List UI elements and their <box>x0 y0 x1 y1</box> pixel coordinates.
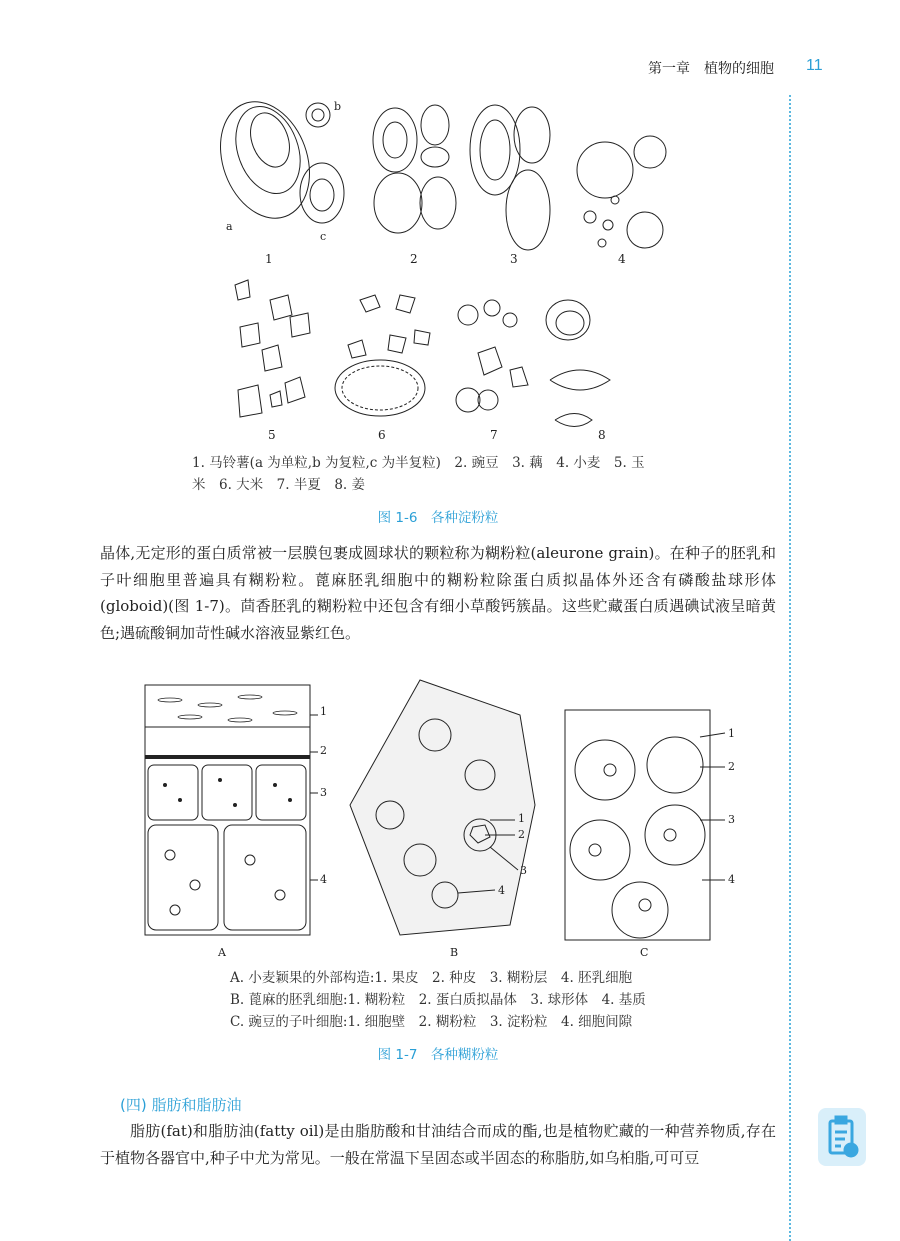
lotus-grains <box>470 105 550 250</box>
panel-label-4: 4 <box>618 252 626 266</box>
callout-b-1: 1 <box>518 812 525 825</box>
panel-label-5: 5 <box>268 428 276 442</box>
sub-label-b: b <box>334 100 342 113</box>
callout-c-4: 4 <box>728 873 735 886</box>
figure-1-6-caption <box>192 452 645 496</box>
panel-b-castor <box>350 680 535 935</box>
sub-label-c: c <box>320 230 327 243</box>
section-heading: (四) 脂肪和脂肪油 <box>120 1096 242 1114</box>
paragraph-text: 晶体,无定形的蛋白质常被一层膜包裹成圆球状的颗粒称为糊粉粒(aleurone grain)。在种子的胚乳和子叶细胞里普遍具有糊粉粒。蓖麻胚乳细胞中的糊粉粒除蛋白质拟晶体外还含有磷酸盐球形体(globoid)(图 1-7)。茴香胚乳的糊粉粒中还包含有细小草酸钙簇晶。这些贮藏蛋白质遇碘试液呈暗黄色;遇硫酸铜加苛性碱水溶液显紫红色。 <box>100 544 776 642</box>
callout-c-1: 1 <box>728 727 735 740</box>
paragraph-text: 脂肪(fat)和脂肪油(fatty oil)是由脂肪酸和甘油结合而成的酯,也是植物贮藏的一种营养物质,存在于植物各器官中,种子中尤为常见。一般在常温下呈固态或半固态的称脂肪,如乌桕脂,可可豆 <box>100 1122 776 1167</box>
rice-grains <box>335 295 430 416</box>
callout-b-2: 2 <box>518 828 525 841</box>
caption-line: A. 小麦颖果的外部构造:1. 果皮 2. 种皮 3. 糊粉层 4. 胚乳细胞 <box>230 970 633 986</box>
panel-label-8: 8 <box>598 428 606 442</box>
caption-line: 米 6. 大米 7. 半夏 8. 姜 <box>192 477 366 493</box>
figure-1-7-illustration <box>140 675 760 950</box>
body-paragraph-2 <box>100 1118 776 1171</box>
pea-grains <box>373 105 456 233</box>
panel-letter-b: B <box>450 946 459 959</box>
body-paragraph-1 <box>100 540 776 646</box>
caption-line: 1. 马铃薯(a 为单粒,b 为复粒,c 为半复粒) 2. 豌豆 3. 藕 4. 小麦 5. 玉 <box>192 455 645 471</box>
corn-grains <box>235 280 310 417</box>
callout-c-2: 2 <box>728 760 735 773</box>
callout-a-2: 2 <box>320 744 327 757</box>
figure-1-7-title: 图 1-7 各种糊粉粒 <box>377 1047 499 1063</box>
wheat-grains <box>577 136 666 248</box>
sub-label-a: a <box>226 220 233 233</box>
figure-1-6-title: 图 1-6 各种淀粉粒 <box>377 510 499 526</box>
callout-c-3: 3 <box>728 813 735 826</box>
callout-a-3: 3 <box>320 786 327 799</box>
panel-a-wheat <box>145 685 318 935</box>
panel-label-7: 7 <box>490 428 498 442</box>
pinellia-grains <box>456 300 528 412</box>
caption-line: C. 豌豆的子叶细胞:1. 细胞壁 2. 糊粉粒 3. 淀粉粒 4. 细胞间隙 <box>230 1014 633 1030</box>
chapter-header: 第一章 植物的细胞 <box>648 61 774 77</box>
callout-a-4: 4 <box>320 873 327 886</box>
page-number: 11 <box>806 57 823 74</box>
figure-1-6-illustration <box>210 95 680 450</box>
panel-letter-c: C <box>640 946 649 959</box>
figure-1-7-caption <box>230 967 646 1033</box>
callout-b-3: 3 <box>520 864 527 877</box>
panel-label-2: 2 <box>410 252 418 266</box>
callout-b-4: 4 <box>498 884 505 897</box>
panel-c-pea <box>565 710 725 940</box>
panel-letter-a: A <box>218 946 226 959</box>
caption-line: B. 蓖麻的胚乳细胞:1. 糊粉粒 2. 蛋白质拟晶体 3. 球形体 4. 基质 <box>230 992 646 1008</box>
callout-a-1: 1 <box>320 705 327 718</box>
margin-divider <box>789 95 791 1241</box>
ginger-grains <box>546 300 610 427</box>
panel-label-6: 6 <box>378 428 386 442</box>
panel-label-1: 1 <box>265 252 273 266</box>
clipboard-note-icon[interactable] <box>818 1108 866 1166</box>
potato-grains <box>210 95 344 231</box>
panel-label-3: 3 <box>510 252 518 266</box>
